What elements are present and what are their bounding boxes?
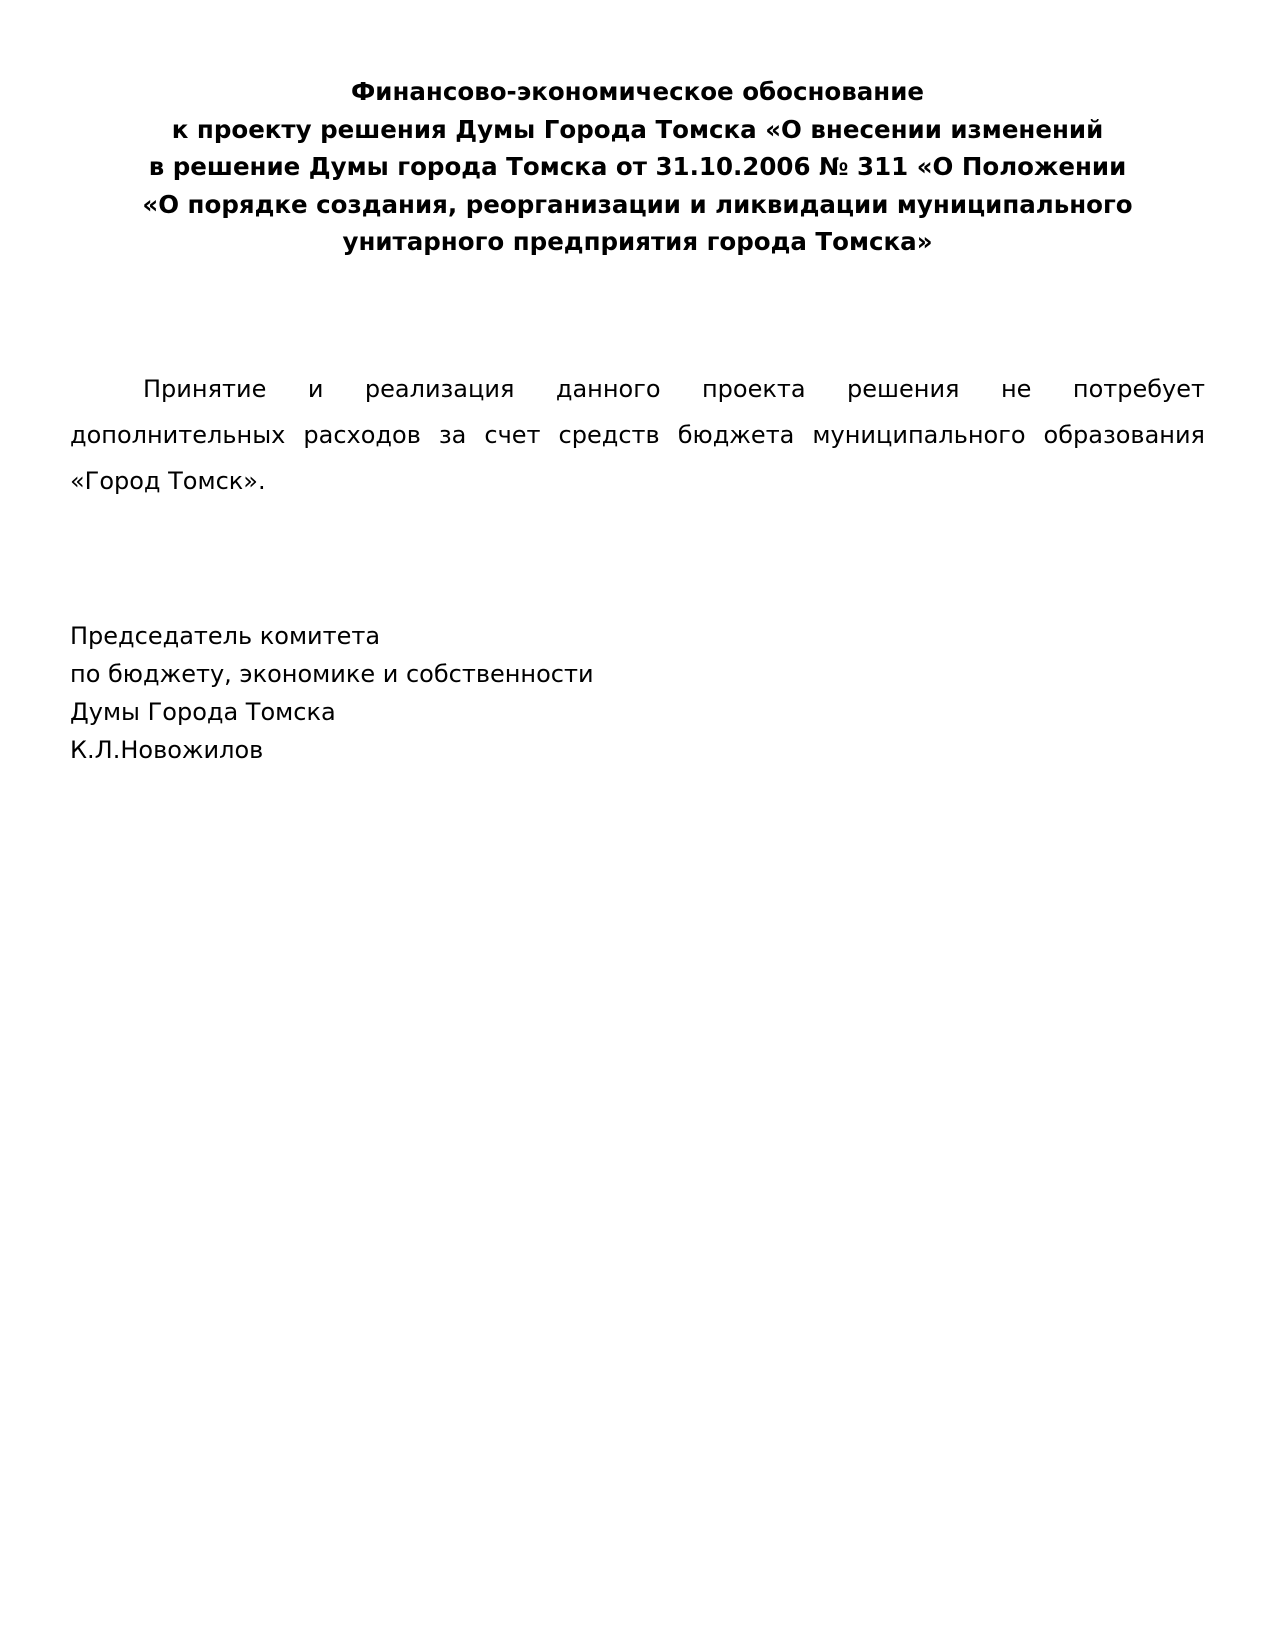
title-line-1: Финансово-экономическое обоснование xyxy=(350,77,924,106)
body-paragraph xyxy=(70,366,1205,504)
body-line-2: дополнительных расходов за счет средств бюджета муниципального образования xyxy=(70,421,1205,449)
body-line-1: Принятие и реализация данного проекта решения не потребует xyxy=(143,375,1205,403)
body-line-3: «Город Томск». xyxy=(70,467,266,495)
signature-position-line-1: Председатель комитета xyxy=(70,622,381,650)
title-line-2: к проекту решения Думы Города Томска «О внесении изменений xyxy=(171,114,1104,144)
document-title xyxy=(70,73,1205,261)
signature-organization: Думы Города Томска xyxy=(70,698,336,726)
title-line-5: унитарного предприятия города Томска» xyxy=(342,227,933,256)
title-line-3: в решение Думы города Томска от 31.10.2006 № 311 «О Положении xyxy=(148,152,1127,181)
signature-name: К.Л.Новожилов xyxy=(70,736,264,764)
title-line-4: «О порядке создания, реорганизации и ликвидации муниципального xyxy=(142,189,1133,219)
signature-position-line-2: по бюджету, экономике и собственности xyxy=(70,660,594,688)
signature-block xyxy=(70,617,970,769)
